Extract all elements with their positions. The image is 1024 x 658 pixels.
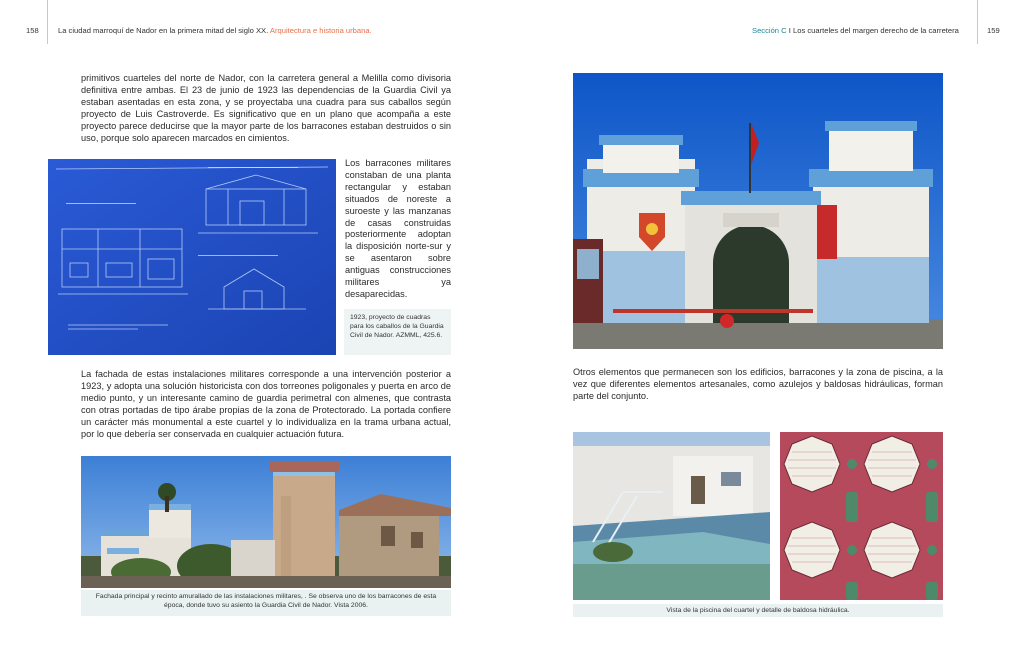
body-paragraph-2: La fachada de estas instalaciones militares corresponde a una intervención posterior a 1923, y adopta una solución historicista con dos torreones poligonales y puerta en arco de medio punto, y un interesante camino de guardia perimetral con almenes, que contrasta con otras portadas de tipo árabe propias de la zona de Protectorado. La portada confiere un carácter más monumental a este cuartel y lo individualiza en la trama urbana actual, por lo que debería ser conservada en cualquier actuación futura.	[81, 369, 451, 439]
barracks-illustration	[81, 456, 451, 588]
gate-photo	[573, 73, 943, 349]
header-accent: Arquitectura e historia urbana.	[269, 26, 372, 35]
tile-pattern	[780, 432, 943, 600]
pool-illustration	[573, 432, 770, 600]
side-text: Los barracones militares constaban de una planta rectangular y estaban situados de noreste a suroeste y las manzanas de casas construidas posteriormente adoptan la disposición norte-sur y se asentaron sobre antiguas construcciones militares ya desaparecidas.	[345, 158, 451, 299]
header-separator: I	[788, 26, 791, 35]
blueprint-drawing	[48, 159, 336, 355]
photo-caption-left: Fachada principal y recinto amurallado de las instalaciones militares, . Se observa uno de los barracones de esta época, donde tuvo su asiento la Guardia Civil de Nador. Vista 2006.	[81, 590, 451, 616]
body-paragraph-right: Otros elementos que permanecen son los edificios, barracones y la zona de piscina, a la vez que diferentes elementos artesanales, como azulejos y baldosas hidráulicas, forman parte del conjunto.	[573, 367, 943, 401]
blueprint-image	[48, 159, 336, 355]
running-header-left	[58, 26, 372, 35]
header-rule-left	[47, 0, 48, 44]
body-paragraph-1: primitivos cuarteles del norte de Nador, con la carretera general a Melilla como divisoria definitiva entre ambas. El 23 de junio de 1923 las dependencias de la Guardia Civil ya estaban asentadas en esta zona, y se proyectaba una cuadra para sus caballos según proyecto de Luis Castroverde. Es significativo que en un plano que acompaña a este proyecto parece deducirse que la mayor parte de los barracones estaban destruidos o sin uso, porque solo aparecen marcados en cimientos.	[81, 73, 451, 143]
running-header-right	[752, 26, 959, 35]
pool-photo	[573, 432, 770, 600]
header-section: Sección C	[752, 26, 787, 35]
gate-illustration	[573, 73, 943, 349]
right-page	[512, 0, 1024, 658]
header-title: Los cuarteles del margen derecho de la carretera	[793, 26, 959, 35]
photo-caption-right: Vista de la piscina del cuartel y detalle de baldosa hidráulica.	[573, 604, 943, 617]
page-number-left: 158	[26, 26, 39, 35]
tile-photo	[780, 432, 943, 600]
header-text: La ciudad marroquí de Nador en la primera mitad del siglo XX.	[58, 26, 269, 35]
header-rule-right	[977, 0, 978, 44]
barracks-photo	[81, 456, 451, 588]
page-number-right: 159	[987, 26, 1000, 35]
blueprint-caption: 1923, proyecto de cuadras para los caballos de la Guardia Civil de Nador. AZMML, 425.6.	[344, 309, 451, 355]
